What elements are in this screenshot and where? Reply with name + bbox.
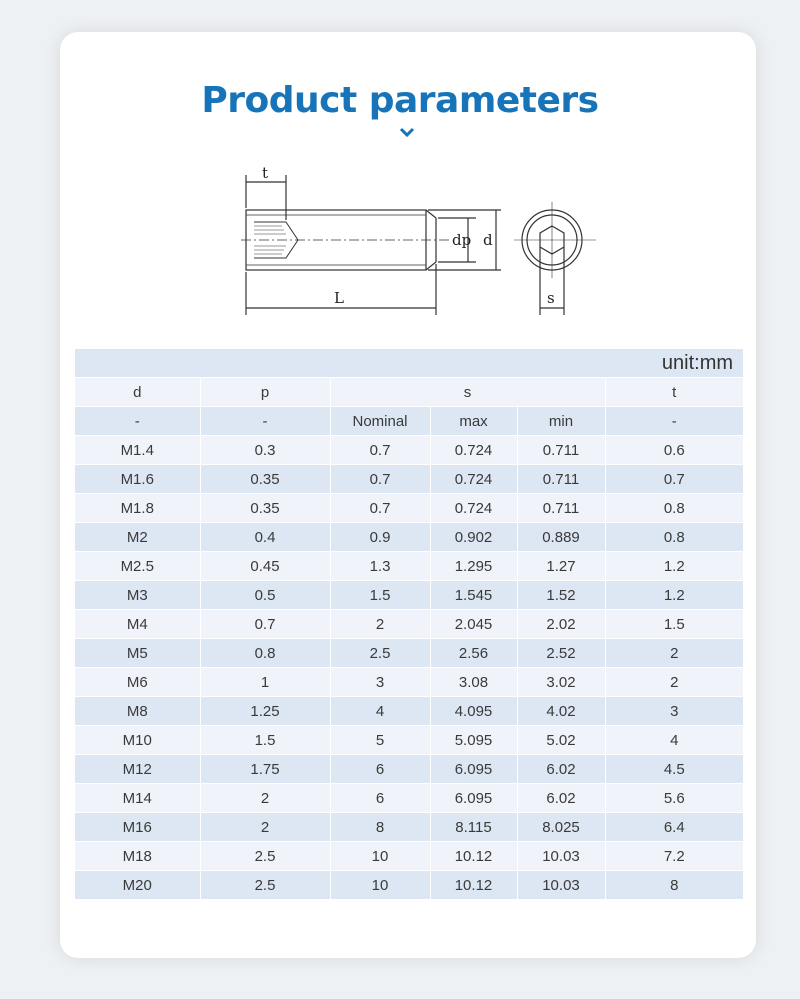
table-cell: 10: [330, 842, 430, 871]
table-cell: 4.02: [517, 697, 605, 726]
table-cell: M8: [75, 697, 200, 726]
table-cell: 2.5: [330, 639, 430, 668]
table-cell: 4: [605, 726, 743, 755]
table-cell: 0.724: [430, 465, 517, 494]
header-cell: -: [200, 407, 330, 436]
table-cell: 8: [330, 813, 430, 842]
table-cell: 2.5: [200, 842, 330, 871]
table-cell: 1.2: [605, 581, 743, 610]
table-cell: 2.56: [430, 639, 517, 668]
table-cell: 10.03: [517, 871, 605, 900]
table-row: [75, 436, 743, 465]
table-cell: 8: [605, 871, 743, 900]
table-row: [75, 813, 743, 842]
table-cell: 1.295: [430, 552, 517, 581]
table-cell: M1.4: [75, 436, 200, 465]
table-row: [75, 610, 743, 639]
page-title: Product parameters: [201, 80, 599, 121]
table-cell: 1.75: [200, 755, 330, 784]
table-cell: 5.02: [517, 726, 605, 755]
label-L: L: [334, 289, 344, 307]
table-cell: 0.9: [330, 523, 430, 552]
table-cell: 2: [200, 813, 330, 842]
table-cell: 0.7: [330, 494, 430, 523]
table-cell: 0.7: [330, 465, 430, 494]
table-cell: M1.8: [75, 494, 200, 523]
table-cell: 6.095: [430, 755, 517, 784]
table-cell: M2: [75, 523, 200, 552]
table-cell: M14: [75, 784, 200, 813]
table-cell: 0.6: [605, 436, 743, 465]
table-cell: 3.02: [517, 668, 605, 697]
table-cell: 5.095: [430, 726, 517, 755]
header-cell: max: [430, 407, 517, 436]
header-cell: t: [605, 378, 743, 407]
table-cell: 6: [330, 784, 430, 813]
table-row: [75, 494, 743, 523]
table-cell: 0.7: [200, 610, 330, 639]
header-row-2: [75, 407, 743, 436]
label-t: t: [262, 164, 269, 182]
table-cell: M10: [75, 726, 200, 755]
table-row: [75, 639, 743, 668]
table-cell: 3.08: [430, 668, 517, 697]
table-cell: 6.02: [517, 755, 605, 784]
table-cell: 0.5: [200, 581, 330, 610]
table-cell: 1: [200, 668, 330, 697]
table-cell: 10.03: [517, 842, 605, 871]
table-cell: M12: [75, 755, 200, 784]
header-cell: Nominal: [330, 407, 430, 436]
table-cell: M16: [75, 813, 200, 842]
table-cell: 0.8: [200, 639, 330, 668]
table-cell: 5.6: [605, 784, 743, 813]
table-cell: 6.4: [605, 813, 743, 842]
label-d: d: [483, 231, 493, 249]
table-cell: 0.711: [517, 494, 605, 523]
table-cell: 0.35: [200, 494, 330, 523]
header-cell: s: [330, 378, 605, 407]
header-cell: -: [75, 407, 200, 436]
header-cell: p: [200, 378, 330, 407]
table-cell: 2.02: [517, 610, 605, 639]
table-cell: M4: [75, 610, 200, 639]
table-row: [75, 465, 743, 494]
table-cell: 0.711: [517, 465, 605, 494]
table-cell: 2: [605, 668, 743, 697]
table-cell: 0.724: [430, 494, 517, 523]
table-cell: 10.12: [430, 842, 517, 871]
table-cell: 6.095: [430, 784, 517, 813]
chevron-down-icon: [398, 126, 416, 140]
header-cell: -: [605, 407, 743, 436]
table-cell: 4.095: [430, 697, 517, 726]
table-cell: 0.711: [517, 436, 605, 465]
table-cell: 2.5: [200, 871, 330, 900]
table-row: [75, 697, 743, 726]
table-cell: 0.8: [605, 523, 743, 552]
table-cell: 1.3: [330, 552, 430, 581]
table-row: [75, 871, 743, 900]
table-cell: 0.7: [605, 465, 743, 494]
table-row: [75, 755, 743, 784]
table-cell: 1.545: [430, 581, 517, 610]
table-cell: 0.8: [605, 494, 743, 523]
table-cell: 7.2: [605, 842, 743, 871]
table-cell: 2: [200, 784, 330, 813]
table-cell: 3: [330, 668, 430, 697]
table-cell: 1.25: [200, 697, 330, 726]
table-cell: 0.35: [200, 465, 330, 494]
table-cell: 8.025: [517, 813, 605, 842]
table-cell: 0.4: [200, 523, 330, 552]
table-cell: M5: [75, 639, 200, 668]
table-row: [75, 552, 743, 581]
table-cell: M6: [75, 668, 200, 697]
table-cell: 1.5: [200, 726, 330, 755]
table-cell: 2: [605, 639, 743, 668]
table-cell: 2.52: [517, 639, 605, 668]
table-cell: M3: [75, 581, 200, 610]
header-cell: min: [517, 407, 605, 436]
set-screw-diagram: [236, 160, 606, 320]
label-s: s: [547, 289, 555, 307]
table-cell: 1.5: [605, 610, 743, 639]
table-cell: 1.2: [605, 552, 743, 581]
table-cell: 4.5: [605, 755, 743, 784]
table-cell: 1.27: [517, 552, 605, 581]
table-row: [75, 668, 743, 697]
header-row-1: [75, 378, 743, 407]
table-cell: 10: [330, 871, 430, 900]
table-cell: M20: [75, 871, 200, 900]
table-cell: 10.12: [430, 871, 517, 900]
table-cell: 0.7: [330, 436, 430, 465]
table-cell: 0.724: [430, 436, 517, 465]
unit-label: unit:mm: [75, 349, 743, 378]
table-cell: M1.6: [75, 465, 200, 494]
label-dp: dp: [452, 231, 472, 249]
table-cell: 8.115: [430, 813, 517, 842]
table-cell: 0.3: [200, 436, 330, 465]
table-cell: M2.5: [75, 552, 200, 581]
table-cell: 2.045: [430, 610, 517, 639]
table-cell: 4: [330, 697, 430, 726]
table-cell: 1.5: [330, 581, 430, 610]
table-cell: 6: [330, 755, 430, 784]
table-row: [75, 581, 743, 610]
table-cell: 2: [330, 610, 430, 639]
table-cell: 0.889: [517, 523, 605, 552]
table-cell: 3: [605, 697, 743, 726]
table-cell: 0.902: [430, 523, 517, 552]
table-row: [75, 842, 743, 871]
table-cell: 6.02: [517, 784, 605, 813]
table-cell: M18: [75, 842, 200, 871]
header-cell: d: [75, 378, 200, 407]
parameters-table: [75, 349, 743, 900]
table-cell: 5: [330, 726, 430, 755]
table-row: [75, 726, 743, 755]
table-row: [75, 784, 743, 813]
unit-row: [75, 349, 743, 378]
table-row: [75, 523, 743, 552]
table-cell: 1.52: [517, 581, 605, 610]
table-cell: 0.45: [200, 552, 330, 581]
